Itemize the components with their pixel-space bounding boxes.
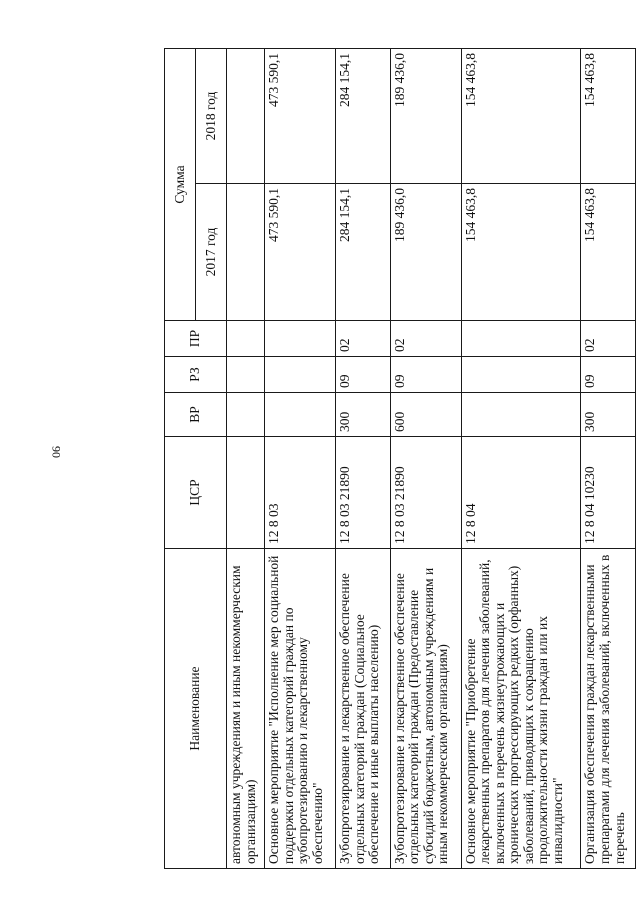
cell-2018: 189 436,0 — [390, 48, 461, 183]
cell-rz — [265, 357, 336, 393]
cell-pr — [227, 321, 265, 357]
cell-vr: 300 — [336, 393, 391, 437]
cell-vr — [461, 393, 581, 437]
cell-vr: 600 — [390, 393, 461, 437]
header-2017: 2017 год — [196, 184, 227, 321]
table-row — [336, 48, 391, 868]
cell-rz: 09 — [390, 357, 461, 393]
cell-rz — [227, 357, 265, 393]
cell-csr: 12 8 04 10230 — [581, 437, 636, 549]
cell-2017: 284 154,1 — [336, 184, 391, 321]
cell-pr: 02 — [390, 321, 461, 357]
header-csr: ЦСР — [165, 437, 227, 549]
cell-pr — [265, 321, 336, 357]
cell-csr: 12 8 03 21890 — [336, 437, 391, 549]
table-row — [461, 48, 581, 868]
cell-2017: 473 590,1 — [265, 184, 336, 321]
page-number: 90 — [49, 446, 64, 458]
cell-csr: 12 8 03 21890 — [390, 437, 461, 549]
cell-name: автономным учреждениям и иным некоммерческим организациям) — [227, 549, 265, 869]
cell-vr — [227, 393, 265, 437]
cell-rz: 09 — [581, 357, 636, 393]
header-2018: 2018 год — [196, 48, 227, 183]
header-name: Наименование — [165, 549, 227, 869]
cell-2018: 473 590,1 — [265, 48, 336, 183]
cell-2018: 154 463,8 — [461, 48, 581, 183]
table-row — [390, 48, 461, 868]
header-pr: ПР — [165, 321, 227, 357]
cell-2017: 154 463,8 — [461, 184, 581, 321]
cell-name: Организация обеспечения граждан лекарственными препаратами для лечения заболеваний, включенных в перечень — [581, 549, 636, 869]
cell-name: Зубопротезирование и лекарственное обеспечение отдельных категорий граждан (Предоставление субсидий бюджетным, автономным учреждениям и иным некоммерческим организациям) — [390, 549, 461, 869]
table-row — [581, 48, 636, 868]
budget-table — [164, 48, 636, 869]
cell-name: Основное мероприятие "Исполнение мер социальной поддержки отдельных категорий граждан по зубопротезированию и лекарственному обеспечению" — [265, 549, 336, 869]
rotated-table-container — [164, 49, 636, 869]
cell-csr — [227, 437, 265, 549]
cell-csr: 12 8 04 — [461, 437, 581, 549]
cell-vr: 300 — [581, 393, 636, 437]
cell-pr — [461, 321, 581, 357]
header-vr: ВР — [165, 393, 227, 437]
cell-2017 — [227, 184, 265, 321]
cell-rz — [461, 357, 581, 393]
header-rz: РЗ — [165, 357, 227, 393]
cell-2017: 154 463,8 — [581, 184, 636, 321]
cell-pr: 02 — [336, 321, 391, 357]
cell-name: Основное мероприятие "Приобретение лекарственных препаратов для лечения заболеваний, включенных в перечень жизнеугрожающих и хронических прогрессирующих редких (орфанных) заболеваний, приводящих к сокращению продолжительности жизни граждан или их инвалидности" — [461, 549, 581, 869]
table-row — [265, 48, 336, 868]
cell-2017: 189 436,0 — [390, 184, 461, 321]
cell-csr: 12 8 03 — [265, 437, 336, 549]
table-row — [227, 48, 265, 868]
cell-pr: 02 — [581, 321, 636, 357]
cell-2018: 284 154,1 — [336, 48, 391, 183]
cell-vr — [265, 393, 336, 437]
cell-2018: 154 463,8 — [581, 48, 636, 183]
cell-2018 — [227, 48, 265, 183]
cell-name: Зубопротезирование и лекарственное обеспечение отдельных категорий граждан (Социальное обеспечение и иные выплаты населению) — [336, 549, 391, 869]
cell-rz: 09 — [336, 357, 391, 393]
header-sum: Сумма — [165, 48, 196, 320]
